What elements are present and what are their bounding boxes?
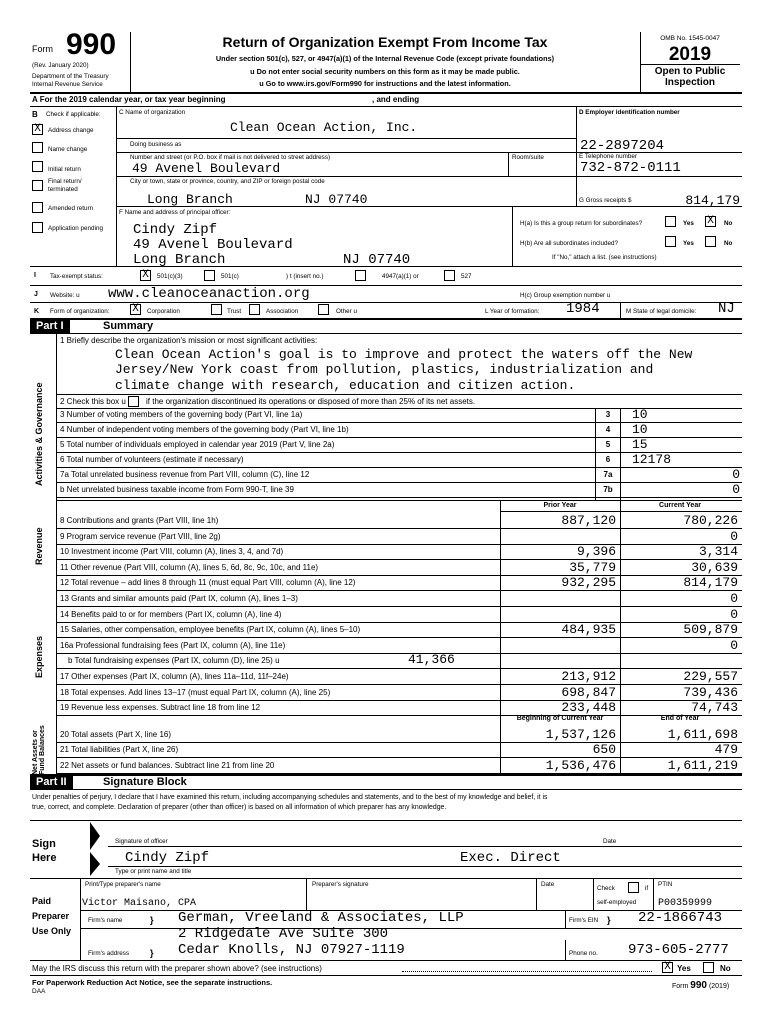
gov-line-value: 0 [732,482,740,497]
form-number: 990 [66,28,117,61]
revenue-line-label: 10 Investment income (Part VIII, column (A), lines 3, 4, and 7d) [60,547,284,557]
discuss-question: May the IRS discuss this return with the preparer shown above? (see instructions) [32,964,322,973]
ein-label: D Employer identification number [579,109,680,116]
irs-link-note: u Go to www.irs.gov/Form990 for instructions and the latest information. [259,79,511,88]
revenue-line-prior-value: 932,295 [561,575,616,591]
city-value: Long Branch [147,192,233,207]
row-divider [56,715,742,716]
penalty-text-2: true, correct, and complete. Declaration of preparer (other than officer) is based on all information of which preparer has any knowledge. [32,804,447,811]
status-4947-checkbox[interactable] [355,270,366,281]
corporation-label: Corporation [147,308,180,315]
net-asset-line-prior-value: 1,537,126 [545,727,616,742]
ptin-value: P00359999 [658,898,713,909]
trust-label: Trust [227,308,242,315]
gov-line-box-number: 4 [605,425,611,434]
expense-line-label: 16a Professional fundraising fees (Part IX, column (A), line 11e) [60,640,286,650]
association-checkbox[interactable] [249,304,260,315]
expense-line-current-value: 74,743 [691,700,738,716]
expense-line-label: b Total fundraising expenses (Part IX, column (D), line 25) u [68,656,280,666]
here-label: Here [32,852,57,864]
ssn-warning: u Do not enter social security numbers on this form as it may be made public. [250,67,520,76]
amended-return-checkbox[interactable] [32,202,43,213]
firm-address-line-2: Cedar Knolls, NJ 07927-1119 [178,942,405,958]
self-employed-label: self-employed [597,899,637,906]
use-only-label: Use Only [32,926,72,936]
signature-date-label: Date [603,838,617,845]
net-asset-line-label: 21 Total liabilities (Part X, line 26) [60,745,179,755]
final-return-label: Final return/ terminated [48,178,82,193]
address-change-label: Address change [48,127,94,134]
gov-line-label: b Net unrelated business taxable income from Form 990-T, line 39 [60,485,294,494]
current-year-header: Current Year [659,502,701,509]
expense-line-current-value: 229,557 [683,669,738,684]
state-domicile-value: NJ [718,301,735,317]
officer-name-value: Cindy Zipf [133,222,218,238]
name-change-checkbox[interactable] [32,142,43,153]
paperwork-notice: For Paperwork Reduction Act Notice, see the separate instructions. [32,978,273,987]
gov-line-label: 5 Total number of individuals employed in calendar year 2019 (Part V, line 2a) [60,440,335,449]
amended-return-label: Amended return [48,205,94,212]
ptin-label: PTIN [658,881,673,888]
other-org-checkbox[interactable] [318,304,329,315]
inspection-label: Inspection [664,77,715,88]
firm-ein-value: 22-1866743 [638,910,723,926]
revenue-line-label: 9 Program service revenue (Part VIII, line 2g) [60,531,221,541]
discuss-no-checkbox[interactable] [703,962,714,973]
fundraising-16b-value: 41,366 [408,652,455,667]
net-asset-line-current-value: 479 [714,742,738,758]
street-label: Number and street (or P.O. box if mail is not delivered to street address) [130,154,331,161]
net-asset-line-prior-value: 650 [592,742,616,758]
h-a-yes-checkbox[interactable] [665,216,676,227]
application-pending-label: Application pending [48,225,103,232]
firm-name-value: German, Vreeland & Associates, LLP [178,910,464,926]
signature-officer-label: Signature of officer [115,838,168,845]
row-divider [56,653,742,654]
ein-value: 22-2897204 [580,138,665,154]
gov-line-label: 4 Number of independent voting members of the governing body (Part VI, line 1b) [60,425,349,434]
firm-name-label: Firm's name [88,917,123,924]
expense-line-label: 18 Total expenses. Add lines 13–17 (must equal Part IX, column (A), line 25) [60,687,331,697]
side-revenue: Revenue [34,527,44,565]
gross-receipts-label: G Gross receipts $ [579,197,632,204]
mission-line-2: Jersey/New York coast from pollution, plastics, industrialization and [115,362,654,377]
preparer-date-label: Date [541,881,555,888]
status-501c-label: 501(c) [221,273,239,280]
discuss-yes-label: Yes [677,964,691,973]
gov-line-box-number: 5 [605,440,611,449]
begin-year-header: Beginning of Current Year [516,715,604,722]
part-2-tag: Part II [30,776,73,789]
revenue-line-current-value: 30,639 [691,559,738,575]
officer-city-value: Long Branch [133,252,226,268]
h-b-note: If "No," attach a list. (see instructions) [552,254,657,261]
revenue-line-current-value: 814,179 [683,575,738,591]
paid-label: Paid [32,896,52,906]
gov-line-value: 0 [732,467,740,482]
name-change-label: Name change [48,146,88,153]
website-label: Website: u [50,292,80,299]
net-asset-line-current-value: 1,611,698 [667,727,738,742]
preparer-name-label: Print/Type preparer's name [85,881,161,888]
penalty-text-1: Under penalties of perjury, I declare that I have examined this return, including accompanying schedules and statements, and to the best of my knowledge and belief, it is [32,794,548,801]
form-title: Return of Organization Exempt From Income Tax [222,34,548,50]
other-org-label: Other u [336,308,357,315]
expense-line-current-value: 509,879 [683,622,738,638]
mission-line-1: Clean Ocean Action's goal is to improve and protect the waters off the New [115,347,693,362]
footer-form-number: 990 [690,980,707,991]
preparer-phone-value: 973-605-2777 [628,942,729,958]
firm-address-line-1: 2 Ridgedale Ave Suite 300 [178,926,389,942]
footer-form-label [672,980,729,991]
net-asset-line-label: 20 Total assets (Part X, line 16) [60,730,172,739]
status-4947-label: 4947(a)(1) or [382,273,419,280]
tax-exempt-status-label: Tax-exempt status: [50,273,103,280]
gov-line-label: 6 Total number of volunteers (estimate if necessary) [60,455,244,464]
line-k-label: K [34,308,40,315]
net-asset-line-label: 22 Net assets or fund balances. Subtract line 21 from line 20 [60,760,275,770]
net-asset-line-prior-value: 1,536,476 [545,757,616,773]
gov-line-box-number: 7b [603,485,613,494]
expense-line-current-value: 0 [730,591,738,606]
expense-line-label: 17 Other expenses (Part IX, column (A), lines 11a–11d, 11f–24e) [60,672,289,681]
gov-line-value: 15 [632,437,648,452]
telephone-value: 732-872-0111 [580,160,681,176]
gov-line-label: 3 Number of voting members of the governing body (Part VI, line 1a) [60,410,303,419]
h-b-yes-checkbox[interactable] [665,236,676,247]
line-2-checkbox[interactable] [128,396,139,407]
h-b-no-checkbox[interactable] [705,236,716,247]
h-a-no-checkbox[interactable]: X [705,216,716,227]
discuss-yes-checkbox[interactable]: X [662,962,673,973]
org-name-value: Clean Ocean Action, Inc. [230,120,418,135]
expense-line-prior-value: 484,935 [561,622,616,638]
h-b-no-label: No [724,240,733,247]
trust-checkbox[interactable] [211,304,222,315]
open-to-public: Open to Public [654,66,726,77]
line-i-label: I [34,272,36,279]
room-suite-label: Room/suite [512,154,544,161]
preparer-signature-label: Preparer's signature [312,881,369,888]
association-label: Association [266,308,299,315]
expense-line-label: 19 Revenue less expenses. Subtract line 18 from line 12 [60,703,261,713]
daa-label: DAA [32,988,46,995]
form-label: Form [32,44,53,54]
sign-here-arrow-icon [90,822,102,878]
status-501c-checkbox[interactable] [204,270,215,281]
line-a-label: A For the 2019 calendar year, or tax year beginning [32,95,226,104]
end-year-header: End of Year [660,715,700,722]
tax-year: 2019 [668,44,712,65]
side-net-assets: Net Assets or Fund Balances [32,725,46,775]
website-value[interactable]: www.cleanoceanaction.org [108,286,310,302]
irs-label: Internal Revenue Service [32,81,103,88]
side-expenses: Expenses [34,635,44,678]
line-a-and-ending: , and ending [372,95,420,104]
gov-line-box-number: 6 [605,455,611,464]
initial-return-checkbox[interactable] [32,161,43,172]
city-label: City or town, state or province, country, and ZIP or foreign postal code [130,178,325,185]
gov-line-value: 10 [632,422,648,437]
gov-line-box-number: 3 [605,410,611,419]
status-501c3-checkbox[interactable]: X [140,270,151,281]
officer-street-value: 49 Avenel Boulevard [133,237,293,253]
phone-no-label: Phone no. [569,950,598,957]
h-a-yes-label: Yes [683,220,694,227]
org-name-label: C Name of organization [119,109,186,116]
expense-line-label: 14 Benefits paid to or for members (Part IX, column (A), line 4) [60,609,282,619]
line-2-text: if the organization discontinued its operations or disposed of more than 25% of its net assets. [146,397,476,406]
row-divider [56,773,742,774]
firm-ein-arrow: } [607,915,611,925]
form-revision: (Rev. January 2020) [32,62,89,69]
insert-no-label: ) t (insert no.) [286,273,324,280]
line-j-label: J [34,291,38,298]
h-b-label: H(b) Are all subordinates included? [520,240,619,247]
expense-line-current-value: 0 [730,637,738,653]
expense-line-label: 13 Grants and similar amounts paid (Part IX, column (A), lines 1–3) [60,594,298,603]
revenue-line-label: 8 Contributions and grants (Part VIII, line 1h) [60,516,219,525]
revenue-line-prior-value: 887,120 [561,513,616,528]
group-exemption-label: H(c) Group exemption number u [520,292,611,299]
part-1-tag: Part I [30,320,70,333]
footer-form-word: Form [672,983,689,990]
telephone-label: E Telephone number [579,153,637,160]
year-formation-value: 1984 [566,301,600,317]
expense-line-prior-value: 233,448 [561,700,616,716]
omb-number: OMB No. 1545-0047 [660,35,720,42]
check-if-applicable: Check if applicable: [46,111,101,118]
state-domicile-label: M State of legal domicile: [626,308,697,315]
preparer-name-value: Victor Maisano, CPA [82,898,197,909]
line-b-label: B [32,110,38,119]
gov-line-value: 12178 [632,452,672,467]
revenue-line-prior-value: 35,779 [569,559,616,575]
firm-address-label: Firm's address [88,950,130,957]
gov-line-box-number: 7a [603,470,613,479]
expense-line-current-value: 739,436 [683,684,738,700]
h-a-label: H(a) Is this a group return for subordinates? [520,220,643,227]
mission-line-3: climate change with research, education and citizen action. [115,378,576,393]
footer-form-year: (2019) [708,983,730,990]
gov-line-label: 7a Total unrelated business revenue from Part VIII, column (C), line 12 [60,470,310,479]
sign-label: Sign [32,838,56,850]
dba-label: Doing business as [130,141,182,148]
check-if-label: if [645,885,649,892]
address-change-checkbox[interactable]: X [32,124,43,135]
gov-line-value: 10 [632,407,648,422]
revenue-line-current-value: 0 [730,528,738,544]
status-527-label: 527 [461,273,472,280]
h-b-yes-label: Yes [683,240,694,247]
revenue-line-label: 12 Total revenue – add lines 8 through 11 (must equal Part VIII, column (A), line 12) [60,578,356,588]
form-subtitle: Under section 501(c), 527, or 4947(a)(1) of the Internal Revenue Code (except private foundations) [215,54,555,63]
state-zip-value: NJ 07740 [305,192,368,207]
part-1-title: Summary [103,320,154,332]
net-asset-line-current-value: 1,611,219 [667,757,738,773]
expense-line-prior-value: 213,912 [561,669,616,684]
dept-treasury: Department of the Treasury [32,73,109,80]
row-divider [56,497,742,498]
officer-state-zip-value: NJ 07740 [343,252,411,268]
h-a-no-label: No [724,220,733,227]
initial-return-label: Initial return [48,166,81,173]
line-1-label: 1 Briefly describe the organization's mission or most significant activities: [60,336,318,345]
part-2-title: Signature Block [103,776,187,788]
side-activities-governance: Activities & Governance [34,382,44,486]
principal-officer-label: F Name and address of principal officer: [119,209,231,216]
signing-officer-name: Cindy Zipf [125,850,210,866]
application-pending-checkbox[interactable] [32,222,43,233]
preparer-label: Preparer [32,911,70,921]
status-501c3-label: 501(c)(3) [157,273,183,280]
status-527-checkbox[interactable] [444,270,455,281]
prior-year-header: Prior Year [543,502,577,509]
form-of-org-label: Form of organization: [50,308,110,315]
check-label: Check [597,885,615,892]
firm-ein-label: Firm's EIN [569,917,599,924]
revenue-line-label: 11 Other revenue (Part VIII, column (A), lines 5, 6d, 8c, 9c, 10c, and 11e) [60,562,319,572]
firm-address-arrow: } [150,948,154,958]
expense-line-current-value: 0 [730,606,738,622]
discuss-no-label: No [720,964,731,973]
line-2-prefix: 2 Check this box u [60,397,126,406]
type-print-label: Type or print name and title [115,868,192,875]
street-value: 49 Avenel Boulevard [132,161,281,176]
expense-line-prior-value: 698,847 [561,684,616,700]
self-employed-checkbox[interactable] [628,882,639,893]
firm-name-arrow: } [150,915,154,925]
signing-officer-title: Exec. Direct [460,850,561,866]
final-return-checkbox[interactable] [32,180,43,191]
year-formation-label: L Year of formation: [485,308,540,315]
revenue-line-current-value: 3,314 [698,544,738,560]
corporation-checkbox[interactable]: X [130,304,141,315]
revenue-line-prior-value: 9,396 [576,544,616,560]
expense-line-label: 15 Salaries, other compensation, employee benefits (Part IX, column (A), lines 5–10) [60,625,361,635]
revenue-line-current-value: 780,226 [683,513,738,528]
gross-receipts-value: 814,179 [685,193,740,208]
